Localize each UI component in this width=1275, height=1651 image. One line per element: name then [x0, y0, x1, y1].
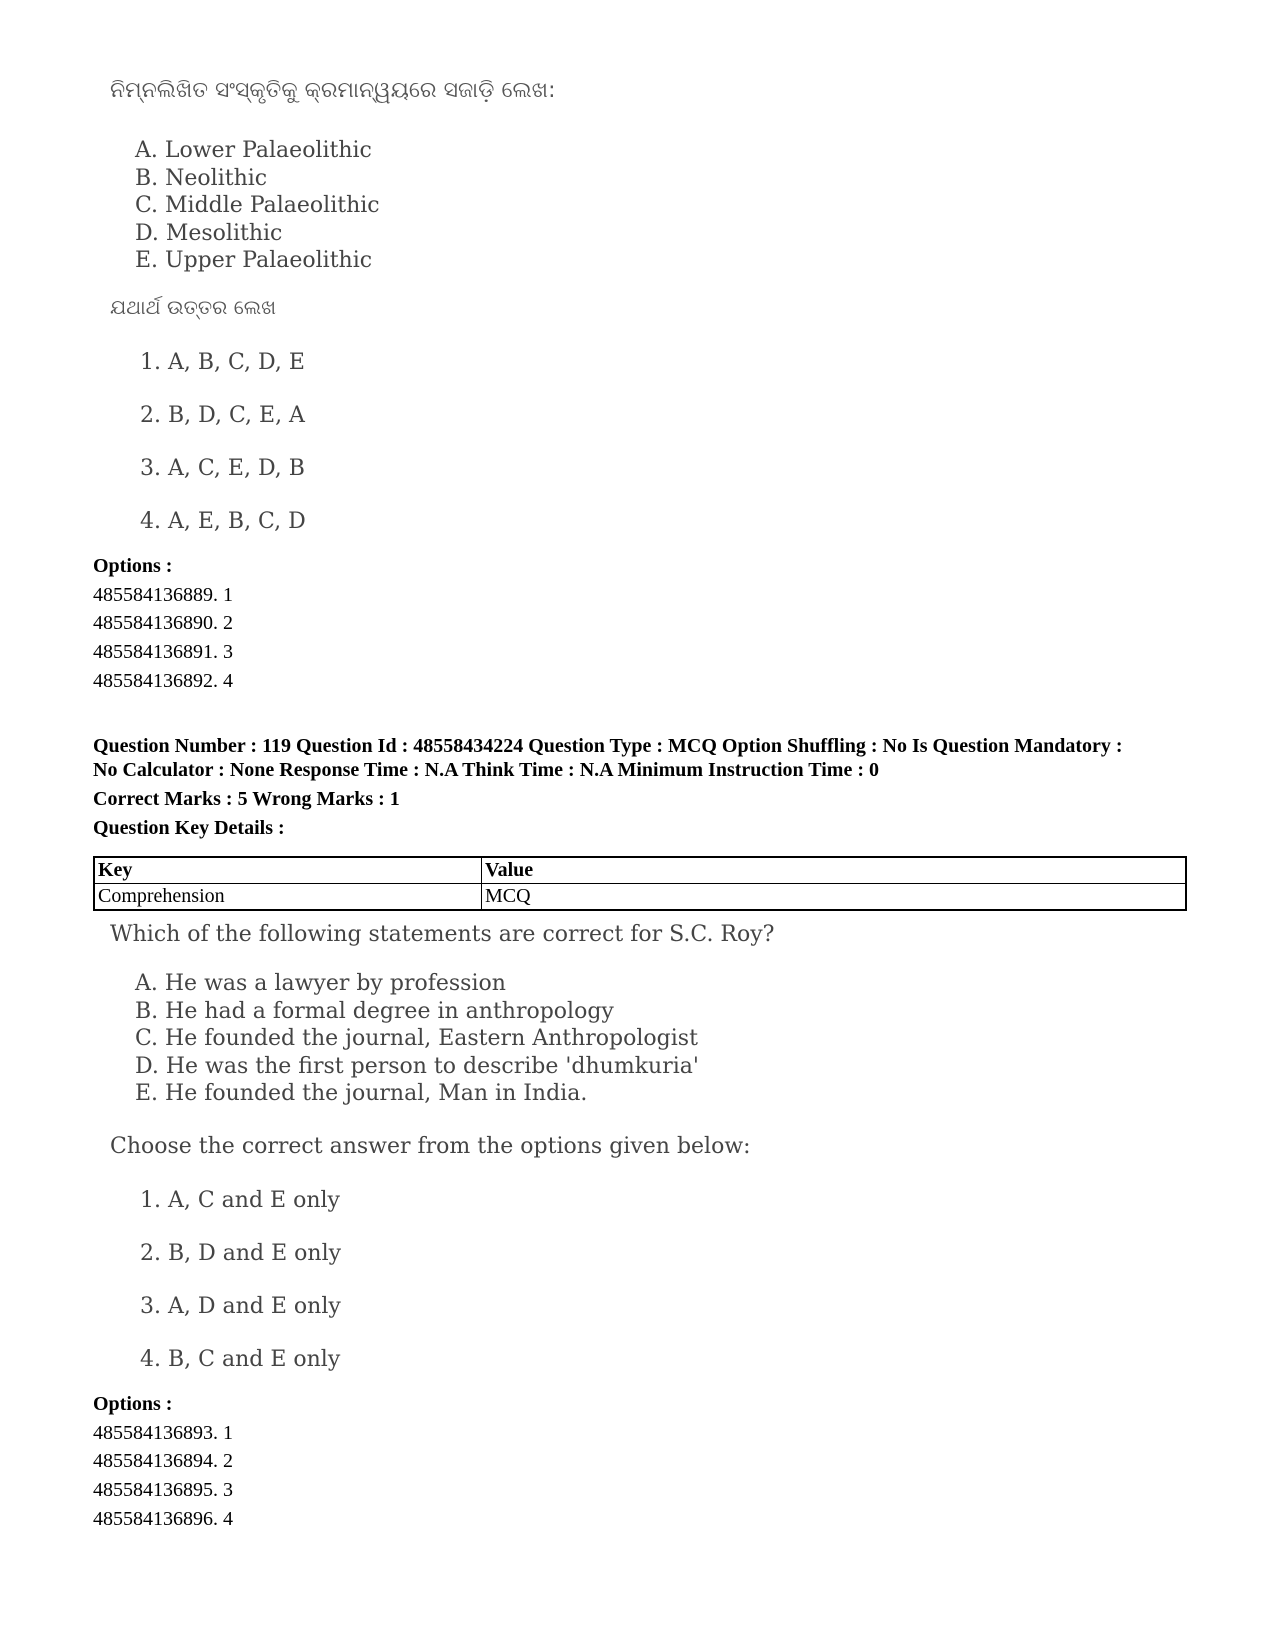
answer-choice: 1. A, B, C, D, E	[140, 350, 305, 375]
statement-list	[135, 137, 380, 275]
option-item: 485584136896. 4	[93, 1508, 233, 1530]
table-header-cell: Value	[482, 857, 1187, 884]
question-stem: ନିମ୍ନଲିଖିତ ସଂସ୍କୃତିକୁ କ୍ରମାନ୍ୱୟରେ ସଜାଡ଼ି ଲେଖ:	[110, 78, 556, 103]
statement: B. Neolithic	[135, 165, 268, 191]
statement: A. Lower Palaeolithic	[135, 138, 372, 163]
option-item: 485584136894. 2	[93, 1450, 233, 1472]
instruction-text: Choose the correct answer from the options given below:	[110, 1134, 751, 1159]
question-meta-line: No Calculator : None Response Time : N.A Think Time : N.A Minimum Instruction Time : 0	[93, 759, 879, 781]
options-label: Options :	[93, 1393, 173, 1415]
answer-choice: 3. A, D and E only	[140, 1294, 341, 1319]
answer-choice: 4. B, C and E only	[140, 1347, 341, 1372]
statement: D. He was the first person to describe 'dhumkuria'	[135, 1053, 699, 1079]
table-cell: Comprehension	[94, 884, 482, 911]
question-meta-line: Question Number : 119 Question Id : 48558434224 Question Type : MCQ Option Shuffling : No Is Question Mandatory :	[93, 735, 1123, 757]
statement: C. Middle Palaeolithic	[135, 193, 380, 218]
statement: E. He founded the journal, Man in India.	[135, 1081, 588, 1106]
table-cell: MCQ	[482, 884, 1187, 911]
statement: A. He was a lawyer by profession	[135, 971, 506, 996]
table-header-cell: Key	[94, 857, 482, 884]
statement: C. He founded the journal, Eastern Anthropologist	[135, 1026, 698, 1051]
instruction-text: ଯଥାର୍ଥ ଉତ୍ତର ଲେଖ	[110, 295, 277, 319]
answer-choice: 4. A, E, B, C, D	[140, 509, 306, 534]
key-details-label: Question Key Details :	[93, 817, 285, 839]
options-label: Options :	[93, 555, 173, 577]
statement: D. Mesolithic	[135, 220, 283, 246]
statement: E. Upper Palaeolithic	[135, 248, 373, 273]
table-row	[94, 884, 1186, 911]
option-item: 485584136891. 3	[93, 641, 233, 663]
answer-choice: 1. A, C and E only	[140, 1188, 340, 1213]
answer-choice: 2. B, D and E only	[140, 1241, 342, 1266]
statement: B. He had a formal degree in anthropology	[135, 998, 614, 1024]
option-item: 485584136890. 2	[93, 612, 233, 634]
answer-choice: 3. A, C, E, D, B	[140, 456, 305, 481]
option-item: 485584136889. 1	[93, 584, 233, 606]
option-item: 485584136892. 4	[93, 670, 233, 692]
question-key-table	[93, 856, 1187, 911]
marks-line: Correct Marks : 5 Wrong Marks : 1	[93, 788, 400, 810]
option-item: 485584136895. 3	[93, 1479, 233, 1501]
question-stem: Which of the following statements are correct for S.C. Roy?	[110, 922, 775, 947]
answer-choice: 2. B, D, C, E, A	[140, 403, 305, 428]
statement-list	[135, 970, 699, 1108]
option-item: 485584136893. 1	[93, 1422, 233, 1444]
table-header-row	[94, 857, 1186, 884]
